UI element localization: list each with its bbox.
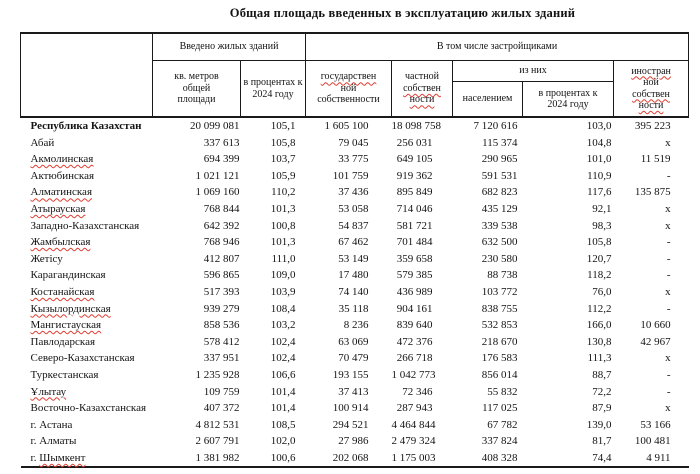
cell-population-percent: 166,0 (586, 319, 612, 332)
cell-percent-2024: 109,0 (270, 269, 296, 282)
header-word: ности (638, 100, 664, 111)
cell-sqm: 768 946 (203, 236, 240, 249)
cell-population: 632 500 (481, 236, 518, 249)
region-name: г. Астана (30, 418, 73, 431)
cell-private-property: 256 031 (396, 136, 433, 149)
cell-population: 103 772 (481, 285, 518, 298)
region-name: Атырауская (30, 202, 86, 215)
cell-state-property: 37 413 (338, 385, 369, 398)
header-word: ной (340, 82, 357, 94)
cell-percent-2024: 105,8 (270, 136, 296, 149)
cell-population-percent: 98,3 (592, 219, 612, 232)
cell-foreign-property: х (665, 202, 671, 215)
cell-region (21, 251, 153, 268)
cell-private-property: 714 046 (396, 202, 433, 215)
cell-population-percent: 76,0 (592, 285, 612, 298)
cell-sqm: 858 536 (203, 319, 240, 332)
cell-state-property: 100 914 (332, 402, 369, 415)
cell-state-property: 202 068 (306, 450, 392, 468)
cell-sqm: 1 021 121 (195, 169, 240, 182)
cell-population-percent: 74,4 (523, 450, 614, 468)
introduced-group-header: Введено жилых зданий (153, 33, 306, 61)
cell-sqm: 642 392 (203, 219, 240, 232)
cell-region (21, 400, 153, 417)
cell-region (21, 334, 153, 351)
cell-population: 532 853 (481, 319, 518, 332)
cell-sqm: 109 759 (203, 385, 240, 398)
table-row (21, 251, 689, 268)
region-column-header (21, 33, 153, 117)
cell-foreign-property: 100 481 (634, 435, 671, 448)
cell-state-property: 8 236 (343, 319, 369, 332)
cell-private-property: 649 105 (396, 153, 433, 166)
cell-state-property: 193 155 (332, 368, 369, 381)
cell-state-property: 37 436 (338, 186, 369, 199)
cell-percent-2024: 101,4 (270, 402, 296, 415)
cell-state-property: 79 045 (338, 136, 369, 149)
cell-foreign-property: - (666, 269, 671, 282)
cell-foreign-property: - (666, 302, 671, 315)
cell-sqm: 1 069 160 (195, 186, 240, 199)
cell-population: 7 120 616 (453, 117, 523, 135)
cell-private-property: 359 658 (396, 252, 433, 265)
cell-region (21, 284, 153, 301)
cell-state-property: 67 462 (338, 236, 369, 249)
cell-population: 115 374 (482, 136, 518, 149)
cell-region (21, 301, 153, 318)
cell-foreign-property: - (666, 236, 671, 249)
cell-region (21, 417, 153, 434)
cell-region (21, 135, 153, 152)
header-word: ной (643, 77, 659, 88)
cell-foreign-property: х (665, 285, 671, 298)
cell-population-percent: 117,6 (587, 186, 612, 199)
region-name: Западно-Казахстанская (30, 219, 140, 232)
cell-percent-2024: 105,9 (270, 169, 296, 182)
cell-percent-2024: 101,3 (270, 202, 296, 215)
table-row (21, 234, 689, 251)
table-row (21, 284, 689, 301)
cell-population-percent: 112,2 (587, 302, 612, 315)
region-name: Ұлытау (30, 385, 67, 398)
cell-private-property: 895 849 (396, 186, 433, 199)
cell-population-percent: 104,8 (586, 136, 612, 149)
cell-region (21, 433, 153, 450)
cell-foreign-property: 135 875 (634, 186, 671, 199)
cell-population-percent: 130,8 (586, 335, 612, 348)
cell-state-property: 53 058 (338, 202, 369, 215)
cell-percent-2024: 100,8 (270, 219, 296, 232)
cell-sqm: 2 607 791 (195, 435, 240, 448)
cell-population-percent: 101,0 (586, 153, 612, 166)
header-word: собственности (317, 94, 380, 106)
cell-population: 591 531 (481, 169, 518, 182)
header-word: в процентах к (243, 77, 303, 88)
region-name: Туркестанская (30, 368, 99, 381)
cell-percent-2024: 108,4 (270, 302, 296, 315)
cell-state-property: 33 775 (338, 153, 369, 166)
cell-region (21, 367, 153, 384)
cell-foreign-property: х (665, 352, 671, 365)
cell-region (21, 350, 153, 367)
cell-population-percent: 88,7 (592, 368, 612, 381)
column-header-private-property (392, 61, 453, 118)
cell-region (21, 218, 153, 235)
region-name: Абай (30, 136, 55, 149)
header-word: частной (405, 71, 439, 83)
cell-population: 117 025 (482, 402, 518, 415)
cell-population: 435 129 (481, 202, 518, 215)
header-word: населением (462, 93, 513, 105)
header-word: площади (177, 94, 216, 106)
table-row (21, 417, 689, 434)
column-header-percent-2024 (241, 61, 306, 118)
header-word: кв. метров (174, 71, 219, 83)
cell-percent-2024: 106,6 (270, 368, 296, 381)
cell-state-property: 74 140 (338, 285, 369, 298)
cell-private-property: 4 464 844 (391, 418, 436, 431)
region-name: Северо-Казахстанская (30, 352, 135, 365)
cell-private-property: 287 943 (396, 402, 433, 415)
cell-foreign-property: 53 166 (640, 418, 671, 431)
cell-region (21, 184, 153, 201)
page-title: Общая площадь введенных в эксплуатацию жилых зданий (229, 6, 576, 20)
cell-population: 176 583 (481, 352, 518, 365)
cell-sqm: 4 812 531 (195, 418, 240, 431)
cell-foreign-property: х (665, 136, 671, 149)
cell-sqm: 768 844 (203, 202, 240, 215)
cell-population-percent: 139,0 (586, 418, 612, 431)
cell-population: 88 738 (487, 269, 518, 282)
header-word: государствен (320, 71, 377, 83)
region-name: Алматинская (30, 186, 92, 199)
cell-region (21, 384, 153, 401)
cell-foreign-property: 395 223 (614, 117, 689, 135)
developers-group-header: В том числе застройщиками (306, 33, 689, 61)
cell-private-property: 581 721 (396, 219, 433, 232)
cell-private-property: 1 175 003 (392, 450, 453, 468)
cell-population: 290 965 (481, 153, 518, 166)
table-row (21, 184, 689, 201)
table-row (21, 384, 689, 401)
cell-percent-2024: 102,0 (270, 435, 296, 448)
cell-percent-2024: 105,1 (241, 117, 306, 135)
cell-population: 230 580 (481, 252, 518, 265)
region-name: Республика Казахстан (30, 120, 142, 132)
cell-private-property: 266 718 (396, 352, 433, 365)
cell-population-percent: 110,9 (587, 169, 612, 182)
header-word: собствен (403, 82, 441, 94)
table-row (21, 168, 689, 185)
table-row (21, 135, 689, 152)
column-header-population (453, 82, 523, 118)
region-name: Шымкент (39, 451, 86, 464)
cell-region (21, 151, 153, 168)
header-word: собствен (632, 88, 670, 100)
cell-population-percent: 87,9 (592, 402, 612, 415)
cell-population: 218 670 (481, 335, 518, 348)
region-name: Павлодарская (30, 335, 96, 348)
cell-state-property: 63 069 (338, 335, 369, 348)
cell-state-property: 35 118 (338, 302, 369, 315)
header-word: 2024 году (252, 88, 294, 100)
cell-percent-2024: 103,9 (270, 285, 296, 298)
cell-state-property: 294 521 (332, 418, 369, 431)
table-row (21, 433, 689, 450)
cell-population: 838 755 (481, 302, 518, 315)
cell-private-property: 72 346 (402, 385, 433, 398)
region-name: Акмолинская (30, 153, 94, 166)
cell-percent-2024: 101,4 (270, 385, 296, 398)
cell-foreign-property: - (666, 368, 671, 381)
table-row (21, 367, 689, 384)
header-word: в процентах к (538, 87, 598, 99)
region-name: г. Алматы (30, 435, 77, 448)
cell-population-percent: 72,2 (592, 385, 612, 398)
cell-percent-2024: 102,4 (270, 335, 296, 348)
cell-percent-2024: 111,0 (271, 252, 296, 265)
cell-foreign-property: 4 911 (614, 450, 689, 468)
cell-sqm: 337 951 (203, 352, 240, 365)
cell-sqm: 596 865 (203, 269, 240, 282)
region-name: Жамбылская (30, 236, 91, 249)
region-name: Жетісу (30, 252, 63, 265)
cell-foreign-property: - (666, 252, 671, 265)
column-header-foreign-property (614, 61, 689, 118)
cell-population-percent: 120,7 (586, 252, 612, 265)
cell-percent-2024: 110,2 (271, 186, 296, 199)
cell-region (21, 317, 153, 334)
header-word: 2024 году (547, 99, 589, 110)
cell-population-percent: 111,3 (587, 352, 612, 365)
cell-population: 682 823 (481, 186, 518, 199)
column-header-population-percent (523, 82, 614, 118)
column-header-sqm (153, 61, 241, 118)
table-body (21, 117, 689, 467)
cell-state-property: 1 605 100 (306, 117, 392, 135)
cell-sqm: 578 412 (203, 335, 240, 348)
cell-state-property: 54 837 (338, 219, 369, 232)
cell-population-percent: 81,7 (592, 435, 612, 448)
region-name: Мангистауская (30, 319, 102, 332)
cell-population-percent: 105,8 (586, 236, 612, 249)
cell-foreign-property: - (666, 169, 671, 182)
cell-region (21, 201, 153, 218)
cell-percent-2024: 100,6 (241, 450, 306, 468)
cell-sqm: 407 372 (203, 402, 240, 415)
table-row (21, 334, 689, 351)
table-row (21, 350, 689, 367)
cell-percent-2024: 102,4 (270, 352, 296, 365)
cell-percent-2024: 103,2 (270, 319, 296, 332)
cell-population: 339 538 (481, 219, 518, 232)
cell-region (21, 267, 153, 284)
cell-private-property: 436 989 (396, 285, 433, 298)
cell-sqm: 412 807 (203, 252, 240, 265)
cell-private-property: 1 042 773 (391, 368, 436, 381)
region-name: Костанайская (30, 285, 95, 298)
cell-population-percent: 92,1 (592, 202, 612, 215)
region-name: Восточно-Казахстанская (30, 402, 147, 415)
cell-sqm: 939 279 (203, 302, 240, 315)
of-which-group-header: из них (453, 61, 614, 82)
cell-private-property: 919 362 (396, 169, 433, 182)
cell-population: 55 832 (487, 385, 518, 398)
cell-sqm: 337 613 (203, 136, 240, 149)
table-row (21, 151, 689, 168)
cell-foreign-property: 10 660 (640, 319, 671, 332)
table-header (21, 33, 689, 117)
cell-region: г. Шымкент (21, 450, 153, 468)
header-word: ности (409, 94, 435, 106)
cell-foreign-property: 42 967 (640, 335, 671, 348)
region-name: Карагандинская (30, 269, 106, 282)
cell-private-property: 701 484 (396, 236, 433, 249)
cell-private-property: 2 479 324 (391, 435, 436, 448)
cell-region (21, 234, 153, 251)
cell-population: 856 014 (481, 368, 518, 381)
cell-state-property: 17 480 (338, 269, 369, 282)
region-name: Кызылординская (30, 302, 111, 315)
table-row (21, 400, 689, 417)
column-header-state-property (306, 61, 392, 118)
cell-state-property: 70 479 (338, 352, 369, 365)
cell-private-property: 472 376 (396, 335, 433, 348)
cell-private-property: 839 640 (396, 319, 433, 332)
cell-foreign-property: х (665, 219, 671, 232)
table-row (21, 218, 689, 235)
cell-foreign-property: х (665, 402, 671, 415)
cell-sqm: 694 399 (203, 153, 240, 166)
cell-state-property: 53 149 (338, 252, 369, 265)
cell-population: 408 328 (453, 450, 523, 468)
cell-population: 337 824 (481, 435, 518, 448)
header-group-row (21, 33, 689, 61)
cell-sqm: 1 235 928 (195, 368, 240, 381)
header-word: общей (182, 82, 211, 94)
cell-sqm: 517 393 (203, 285, 240, 298)
cell-population-percent: 118,2 (587, 269, 612, 282)
header-word: иностран (631, 65, 671, 77)
cell-population-percent: 103,0 (523, 117, 614, 135)
cell-percent-2024: 101,3 (270, 236, 296, 249)
cell-private-property: 904 161 (396, 302, 433, 315)
cell-percent-2024: 108,5 (270, 418, 296, 431)
cell-region (21, 168, 153, 185)
cell-private-property: 579 385 (396, 269, 433, 282)
cell-percent-2024: 103,7 (270, 153, 296, 166)
region-name: Актюбинская (30, 169, 95, 182)
cell-region (21, 117, 153, 135)
table-row (21, 301, 689, 318)
table-row (21, 267, 689, 284)
table-row (21, 117, 689, 135)
cell-foreign-property: - (666, 385, 671, 398)
cell-foreign-property: 11 519 (640, 153, 671, 166)
housing-commissioned-table (20, 32, 689, 468)
cell-state-property: 101 759 (332, 169, 369, 182)
table-row (21, 317, 689, 334)
cell-population: 67 782 (487, 418, 518, 431)
cell-sqm: 1 381 982 (153, 450, 241, 468)
table-row (21, 201, 689, 218)
cell-private-property: 18 098 758 (392, 117, 453, 135)
cell-state-property: 27 986 (338, 435, 369, 448)
table-row (21, 450, 689, 468)
cell-sqm: 20 099 081 (153, 117, 241, 135)
